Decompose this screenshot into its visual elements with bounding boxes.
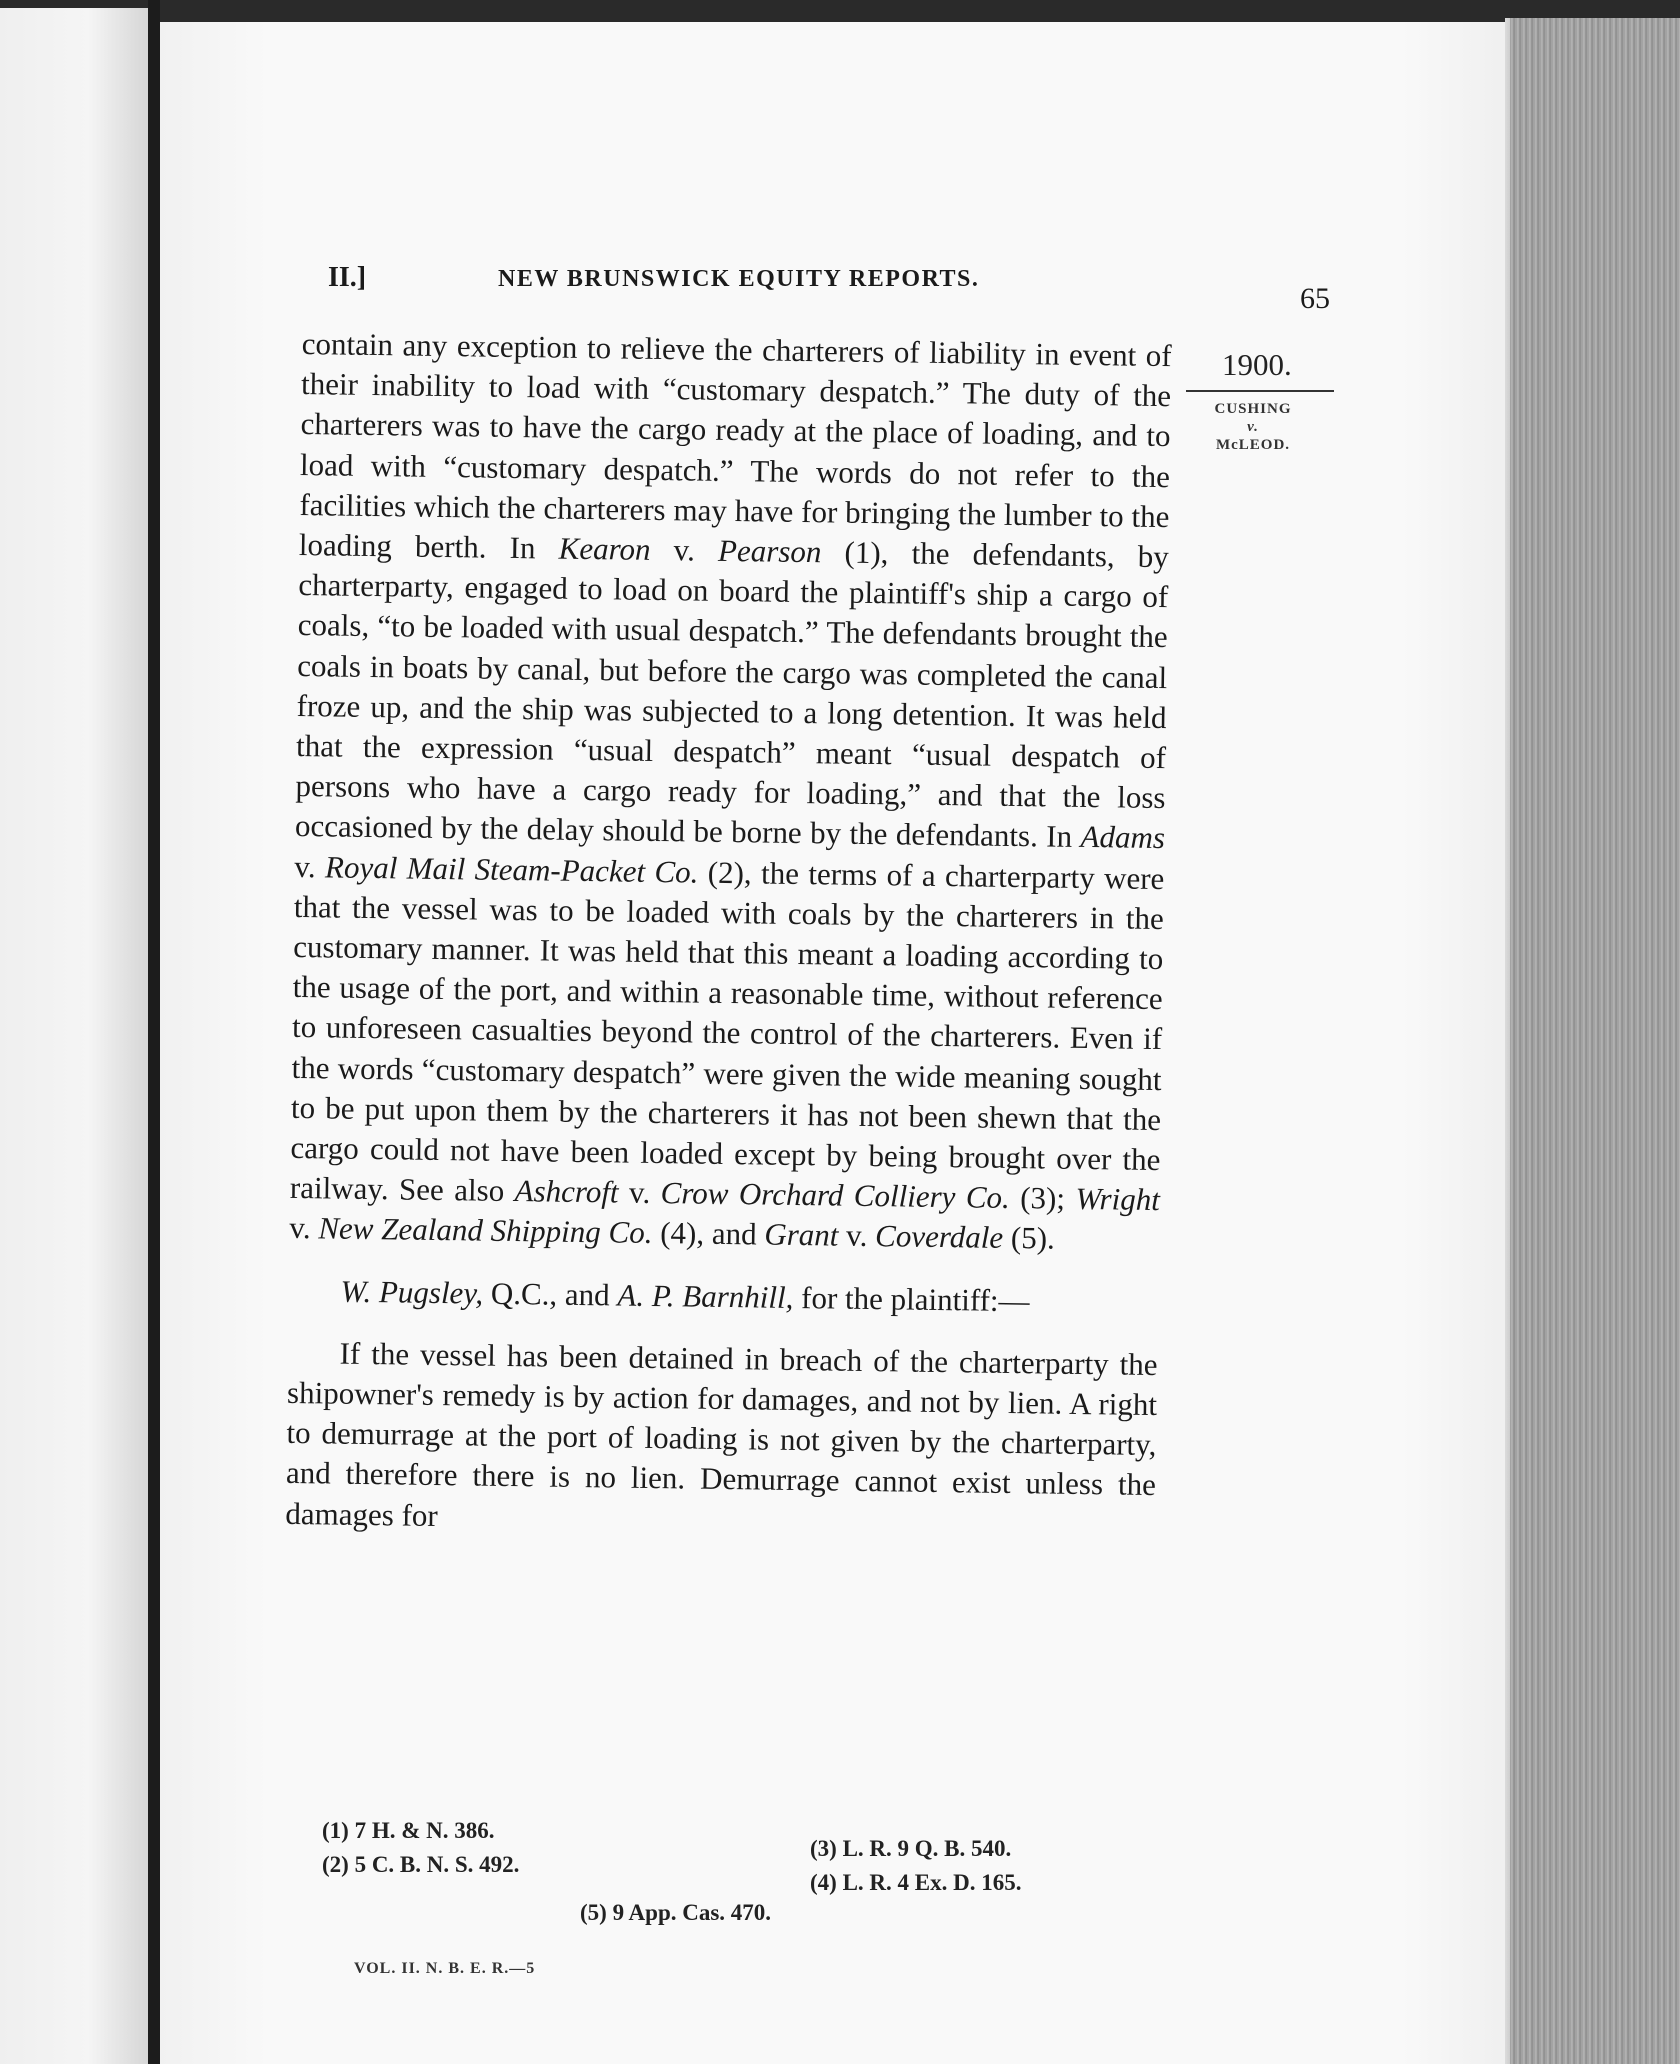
body-text [285,324,1172,1546]
signature-mark: VOL. II. N. B. E. R.—5 [354,1960,536,1977]
stacked-page-edges [1510,18,1680,2064]
case-citation: New Zealand Shipping Co. [318,1210,653,1251]
text-run: (1), the defendants, by charterparty, engaged to load on board the plaintiff's ship a cargo of coals, “to be loaded with usual despatch.” The defendants brought the coals in boats by canal, but before the cargo was completed the canal froze up, and the ship was subjected to a long detention. It was held that the expression “usual despatch” meant “usual despatch of persons who have a cargo ready for loading,” and that the loss occasioned by the delay should be borne by the defendants. In [294,534,1170,855]
counsel-name: W. Pugsley, [340,1273,484,1311]
text-run: v. [618,1174,661,1211]
text-run: v. [294,848,326,885]
counsel-name: A. P. Barnhill, [617,1277,794,1315]
case-citation: Adams [1080,819,1166,856]
page-number: 65 [1300,282,1330,315]
footnotes [322,1818,1112,1948]
case-party-1: CUSHING [1214,401,1292,417]
case-citation: Kearon [558,530,651,567]
paragraph-plaintiff-argument: If the vessel has been detained in breach of the charterparty the shipowner's remedy is by action for damages, and not by lien. A right to demurrage at the port of loading is not given by the charterparty, and therefore there is no lien. Demurrage cannot exist unless the damages for [285,1335,1158,1533]
margin-case-name [1188,400,1318,454]
text-run: v. [650,531,719,568]
text-run: v. [838,1218,876,1254]
book-gutter [148,0,160,2064]
text-run: for the plaintiff:— [793,1279,1030,1318]
case-citation: Grant [764,1217,839,1254]
volume-number: II.] [328,262,367,293]
case-citation: Ashcroft [514,1173,619,1210]
text-run: v. [289,1210,319,1246]
text-run: Q.C., and [482,1275,618,1313]
case-citation: Crow Orchard Colliery Co. [660,1175,1011,1216]
footnote-1: (1) 7 H. & N. 386. [322,1818,495,1843]
case-party-2: McLEOD. [1215,437,1291,453]
case-citation: Pearson [717,532,822,570]
footnote-5: (5) 9 App. Cas. 470. [580,1900,772,1925]
case-citation: Royal Mail Steam-Packet Co. [324,849,699,890]
case-citation: Wright [1075,1181,1161,1218]
margin-year: 1900. [1222,347,1292,382]
footnote-3: (3) L. R. 9 Q. B. 540. [810,1836,1012,1861]
text-run: (5). [1002,1220,1056,1257]
margin-rule [1186,390,1334,392]
text-run: (4), and [652,1215,765,1253]
text-run: (2), the terms of a charterparty were that the vessel was to be loaded with coals by the charterers in the customary manner. It was held that this meant a loading according to the usage of the port, and within a reasonable time, without reference to unforeseen casualties beyond the control of the charterers. Even if the words “customary despatch” were given the wide meaning sought to be put upon them by the charterers it has not been shewn that the cargo could not have been loaded except by being brought over the railway. See also [289,854,1165,1209]
case-citation: Coverdale [874,1218,1004,1256]
footnote-2: (2) 5 C. B. N. S. 492. [322,1852,520,1877]
left-page-edge [0,8,148,2064]
paragraph-argument [289,324,1172,1261]
text-run: (3); [1009,1180,1076,1217]
paragraph-counsel [288,1271,1158,1323]
case-versus: v. [1247,419,1259,435]
footnote-4: (4) L. R. 4 Ex. D. 165. [810,1870,1022,1895]
running-title: NEW BRUNSWICK EQUITY REPORTS. [498,266,980,292]
text-run: contain any exception to relieve the charterers of liability in event of their inability to load with “customary despatch.” The duty of the charterers was to have the cargo ready at the place of loading, and to load with “customary despatch.” The words do not refer to the facilities which the charterers may have for bringing the lumber to the loading berth. In [298,325,1172,566]
